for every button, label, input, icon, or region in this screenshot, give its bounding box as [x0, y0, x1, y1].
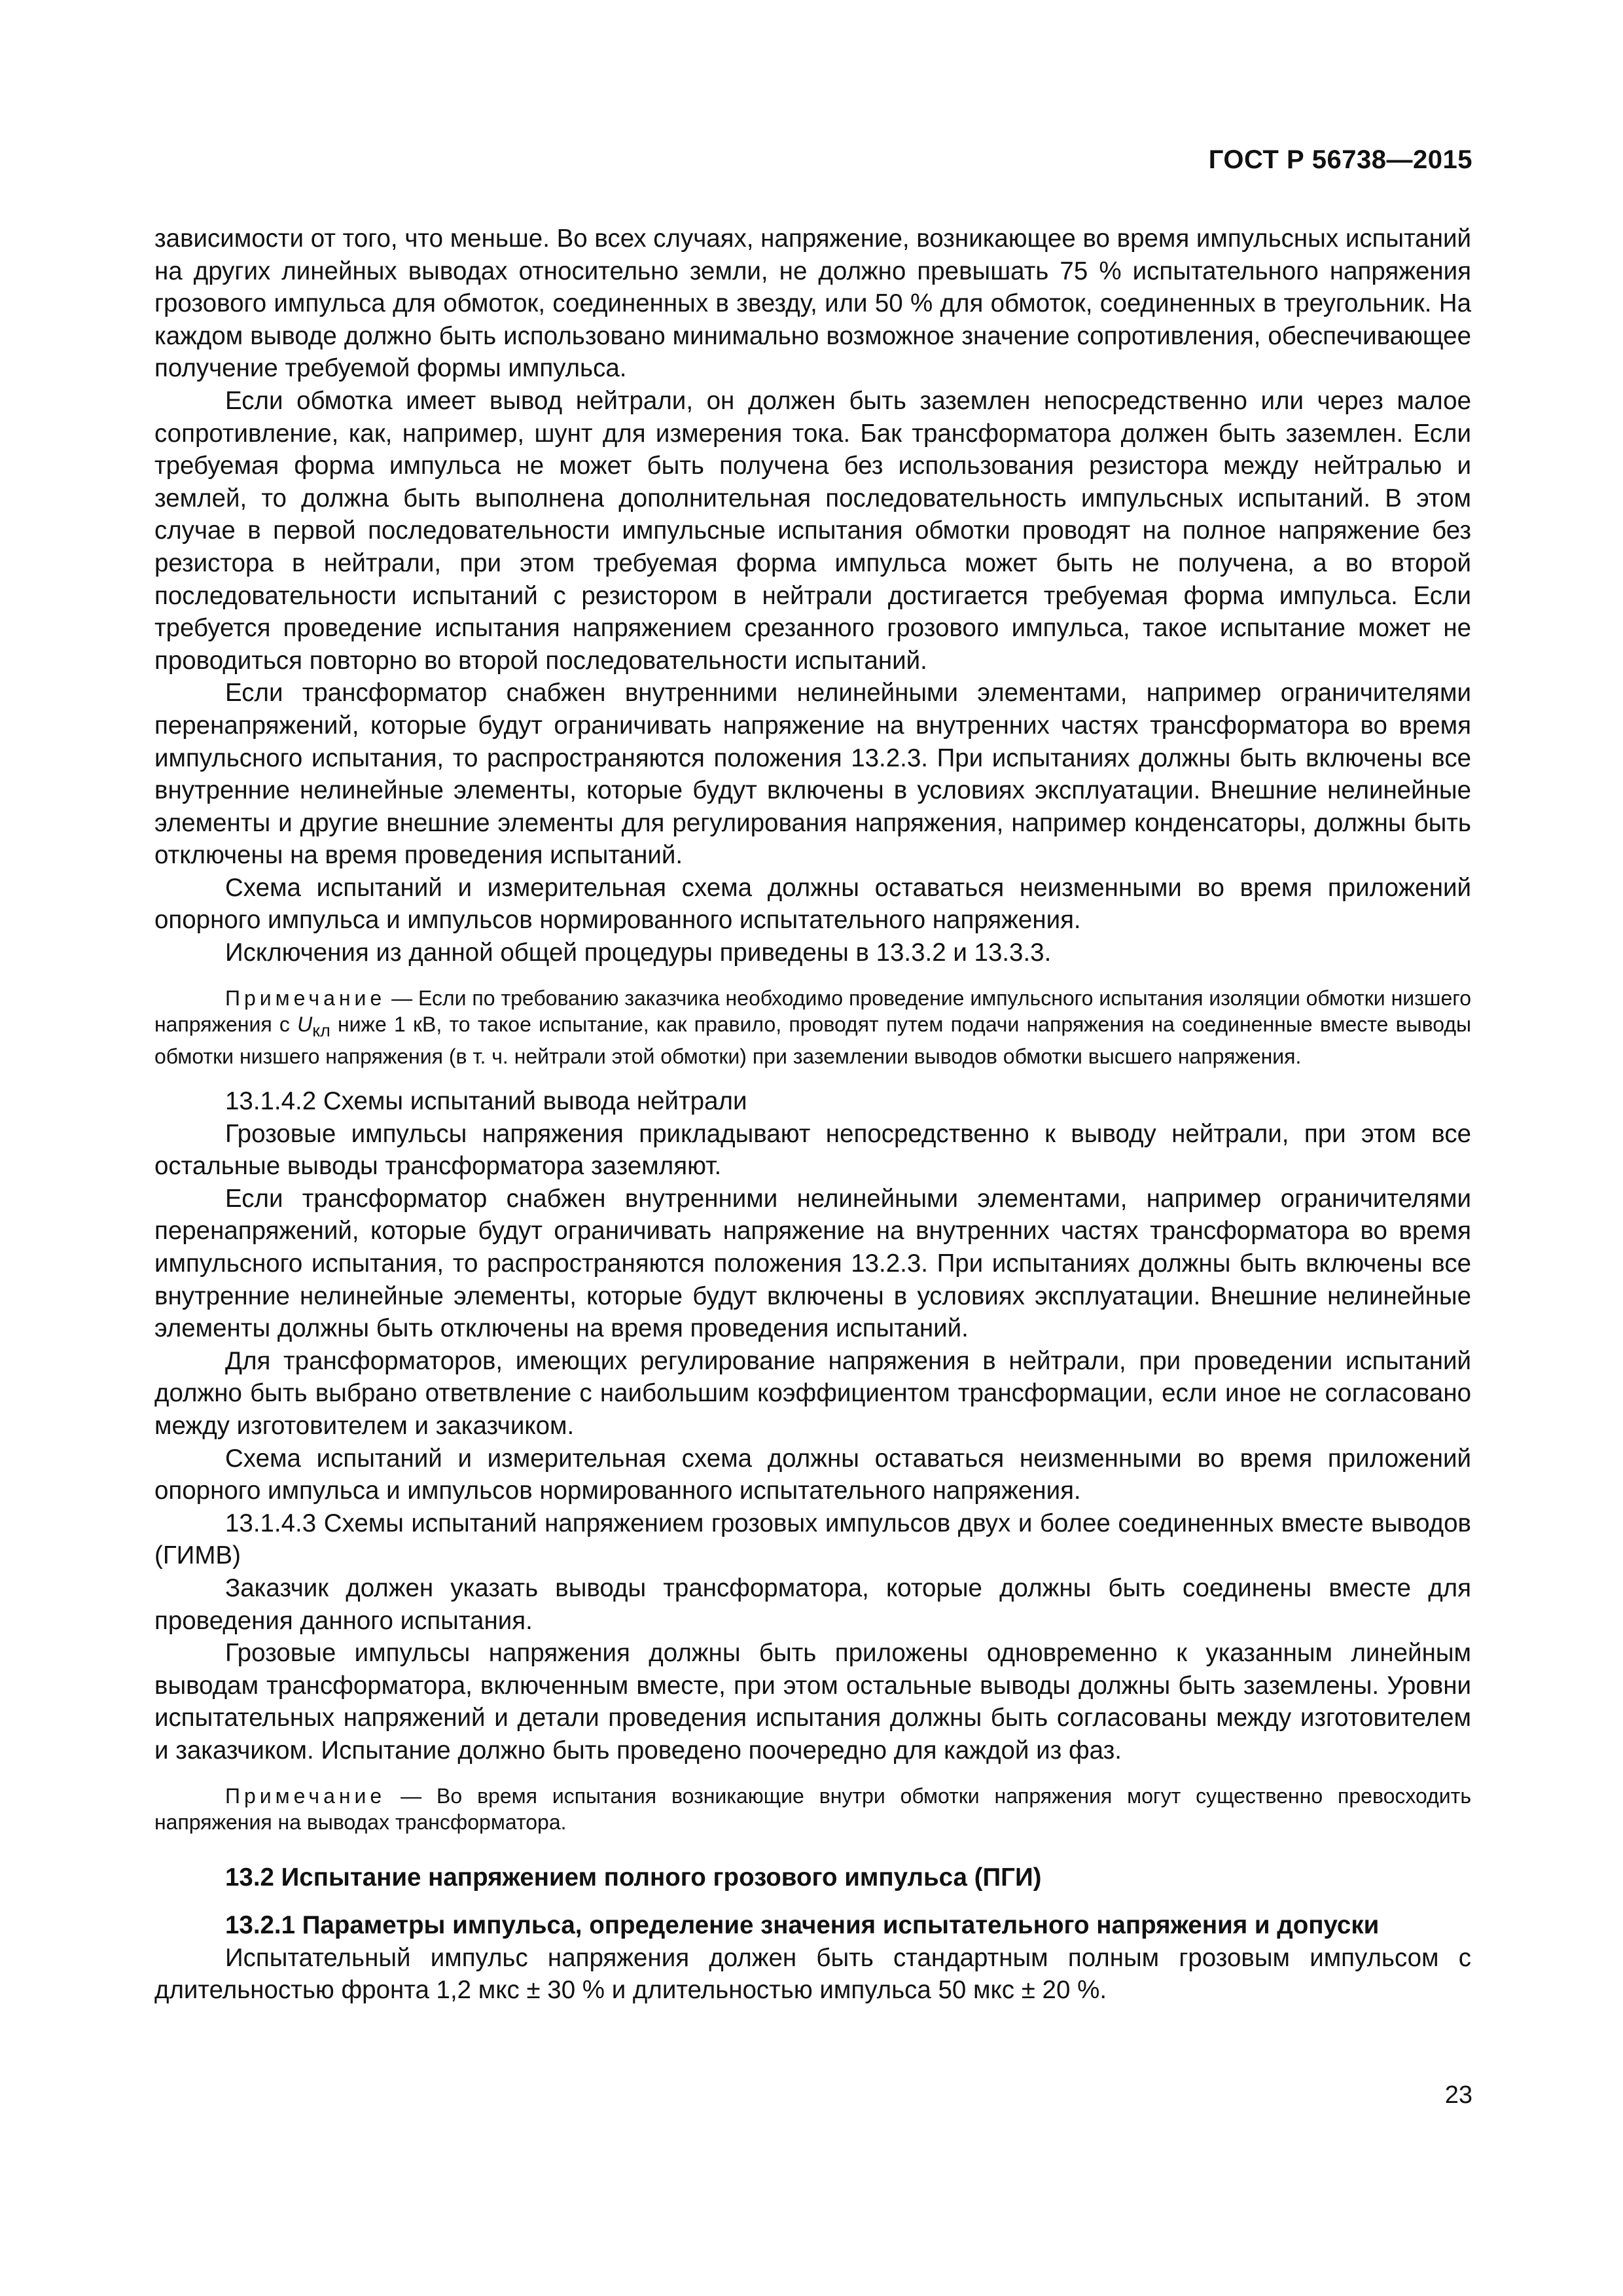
paragraph: Исключения из данной общей процедуры приведены в 13.3.2 и 13.3.3.: [225, 939, 1052, 967]
note-text: ниже 1 кВ, то такое испытание, как правило, проводят путем подачи напряжения на соединенные вместе выводы обмотки низшего напряжения (в т. ч. нейтрали этой обмотки) при заземлении выводов обмотки высшего напряжения.: [154, 1012, 1472, 1069]
paragraph: Заказчик должен указать выводы трансформатора, которые должны быть соединены вместе для проведения данного испытания.: [154, 1573, 1471, 1635]
paragraph: Схема испытаний и измерительная схема должны оставаться неизменными во время приложений опорного импульса и импульсов нормированного испытательного напряжения.: [154, 873, 1471, 935]
document-body: [154, 223, 1471, 2007]
document-header: ГОСТ Р 56738—2015: [1208, 145, 1472, 174]
paragraph: Схема испытаний и измерительная схема должны оставаться неизменными во время приложений опорного импульса и импульсов нормированного испытательного напряжения.: [154, 1444, 1471, 1505]
paragraph: Для трансформаторов, имеющих регулирование напряжения в нейтрали, при проведении испытаний должно быть выбрано ответвление с наибольшим коэффициентом трансформации, если иное не согласовано между изготовителем и заказчиком.: [154, 1346, 1471, 1440]
paragraph: Испытательный импульс напряжения должен быть стандартным полным грозовым импульсом с длительностью фронта 1,2 мкс ± 30 % и длительностью импульса 50 мкс ± 20 %.: [154, 1943, 1471, 2005]
note-label: Примечание: [225, 986, 386, 1010]
section-title: 13.1.4.3 Схемы испытаний напряжением грозовых импульсов двух и более соединенных вместе выводов (ГИМВ): [154, 1509, 1471, 1570]
paragraph: Если трансформатор снабжен внутренними нелинейными элементами, например ограничителями перенапряжений, которые будут ограничивать напряжение на внутренних частях трансформатора во время импульсного испытания, то распространяются положения 13.2.3. При испытаниях должны быть включены все внутренние нелинейные элементы, которые будут включены в условиях эксплуатации. Внешние нелинейные элементы должны быть отключены на время проведения испытаний.: [154, 1184, 1471, 1343]
paragraph: Грозовые импульсы напряжения должны быть приложены одновременно к указанным линейным выводам трансформатора, включенным вместе, при этом остальные выводы должны быть заземлены. Уровни испытательных напряжений и детали проведения испытания должны быть согласованы между изготовителем и заказчиком. Испытание должно быть проведено поочередно для каждой из фаз.: [154, 1639, 1471, 1765]
subsection-heading: 13.2.1 Параметры импульса, определение значения испытательного напряжения и допуски: [225, 1911, 1380, 1940]
note-text: — Если по требованию заказчика необходимо проведение импульсного испытания изоляции обмотки низшего напряжения с: [154, 986, 1472, 1036]
note-label: Примечание: [225, 1784, 386, 1808]
note: [154, 985, 1471, 1069]
paragraph: Если трансформатор снабжен внутренними нелинейными элементами, например ограничителями перенапряжений, которые будут ограничивать напряжение на внутренних частях трансформатора во время импульсного испытания, то распространяются положения 13.2.3. При испытаниях должны быть включены все внутренние нелинейные элементы, которые будут включены в условиях эксплуатации. Внешние нелинейные элементы и другие внешние элементы для регулирования напряжения, например конденсаторы, должны быть отключены на время проведения испытаний.: [154, 679, 1471, 870]
voltage-subscript: кл: [312, 1020, 330, 1041]
section-heading: 13.2 Испытание напряжением полного грозового импульса (ПГИ): [225, 1863, 1042, 1892]
note: [154, 1783, 1471, 1835]
page-number: 23: [1444, 2081, 1472, 2109]
paragraph: Грозовые импульсы напряжения прикладывают непосредственно к выводу нейтрали, при этом все остальные выводы трансформатора заземляют.: [154, 1119, 1471, 1181]
voltage-symbol: U: [297, 1012, 313, 1036]
paragraph: Если обмотка имеет вывод нейтрали, он должен быть заземлен непосредственно или через малое сопротивление, как, например, шунт для измерения тока. Бак трансформатора должен быть заземлен. Если требуемая форма импульса не может быть получена без использования резистора между нейтралью и землей, то должна быть выполнена дополнительная последовательность импульсных испытаний. В этом случае в первой последовательности импульсные испытания обмотки проводят на полное напряжение без резистора в нейтрали, при этом требуемая форма импульса может быть не получена, а во второй последовательности испытаний с резистором в нейтрали достигается требуемая форма импульса. Если требуется проведение испытания напряжением срезанного грозового импульса, такое испытание может не проводиться повторно во второй последовательности испытаний.: [154, 386, 1471, 675]
section-title: 13.1.4.2 Схемы испытаний вывода нейтрали: [225, 1087, 747, 1116]
paragraph: зависимости от того, что меньше. Во всех случаях, напряжение, возникающее во время импульсных испытаний на других линейных выводах относительно земли, не должно превышать 75 % испытательного напряжения грозового импульса для обмоток, соединенных в звезду, или 50 % для обмоток, соединенных в треугольник. На каждом выводе должно быть использовано минимально возможное значение сопротивления, обеспечивающее получение требуемой формы импульса.: [154, 224, 1471, 383]
note-text: — Во время испытания возникающие внутри обмотки напряжения могут существенно превосходить напряжения на выводах трансформатора.: [154, 1784, 1471, 1834]
